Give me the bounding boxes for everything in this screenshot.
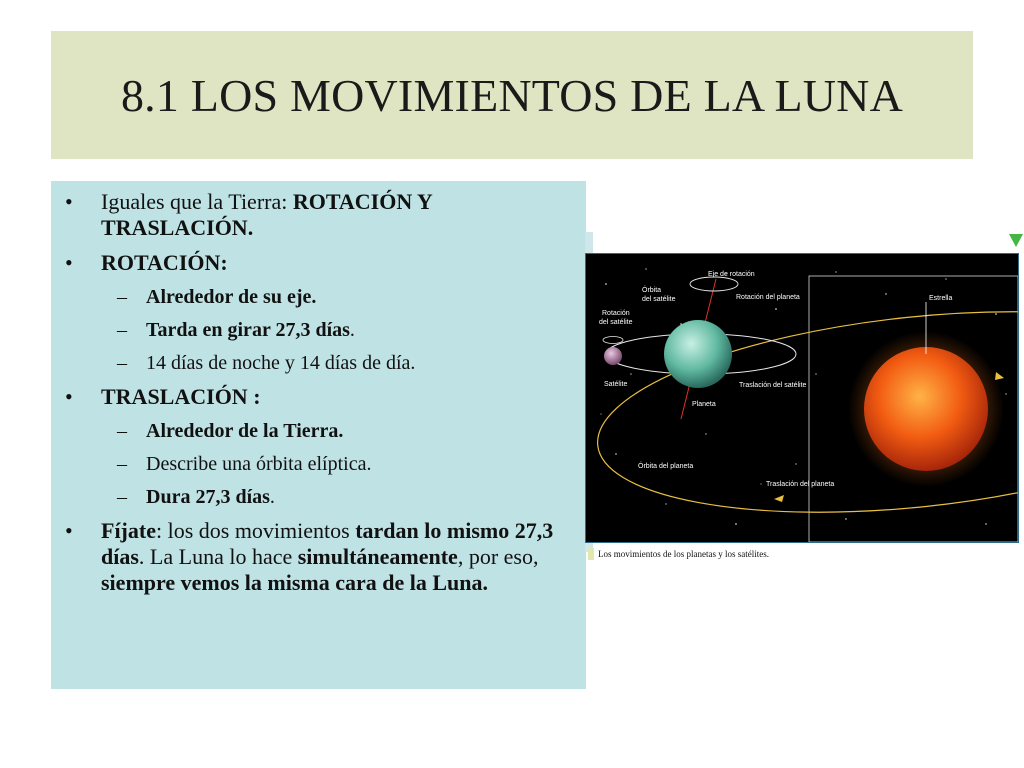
label-satelite: Satélite: [604, 381, 628, 388]
bullet-marker: •: [65, 250, 73, 275]
sub-item-text: Alrededor de la Tierra.: [146, 420, 344, 442]
sub-item-text: Describe una órbita elíptica.: [146, 453, 372, 475]
sub-item-eliptica: [59, 452, 568, 476]
fijate-bold: Fíjate: [101, 518, 156, 543]
label-rotacion-satelite: Rotación: [602, 310, 630, 317]
dash-marker: –: [117, 319, 127, 341]
orbit-arrow: [995, 372, 1004, 380]
sub-item-bold: Tarda en girar 27,3 días: [146, 319, 350, 341]
dash-marker: –: [117, 486, 127, 508]
sub-item-tierra: [59, 419, 568, 443]
label-orbita-satelite: Órbita: [642, 287, 662, 294]
dash-marker: –: [117, 420, 127, 442]
slide-title: 8.1 LOS MOVIMIENTOS DE LA LUNA: [120, 69, 904, 121]
caption-marker: [588, 548, 594, 560]
title-bar: [51, 31, 973, 159]
list-item-iguales: [59, 189, 568, 241]
sub-item-eje: [59, 285, 568, 309]
sub-item-dura: [59, 485, 568, 509]
label-orbita-planeta: Órbita del planeta: [638, 463, 694, 470]
bullet-marker: •: [65, 384, 73, 409]
item-bold: ROTACIÓN Y TRASLACIÓN.: [101, 189, 432, 240]
bullet-list: [59, 189, 568, 596]
sub-item-text: Alrededor de su eje.: [146, 286, 317, 308]
list-item-traslacion: [59, 384, 568, 410]
planet: [664, 320, 732, 388]
list-item-fijate: [59, 518, 568, 596]
triangle-down-icon: [1009, 234, 1023, 247]
traslacion-heading: TRASLACIÓN :: [101, 384, 261, 409]
fijate-text: : los dos movimientos: [155, 518, 356, 543]
sun: [864, 347, 988, 471]
dash-marker: –: [117, 352, 127, 374]
bullet-marker: •: [65, 189, 73, 214]
satellite: [604, 347, 622, 365]
item-text: Iguales que la Tierra:: [101, 189, 293, 214]
fijate-text: , por eso,: [457, 544, 539, 569]
label-planeta: Planeta: [692, 401, 716, 408]
fijate-bold: tardan lo mismo 27,3 días: [101, 518, 554, 569]
satellite-rotation-arrow: [603, 337, 623, 344]
sub-item-tarda: [59, 318, 568, 342]
orbit-arrow: [774, 495, 784, 502]
label-estrella: Estrella: [929, 295, 953, 302]
label-eje-rotacion: Eje de rotación: [708, 271, 755, 278]
sub-item-noche: [59, 351, 568, 375]
orbit-diagram: [585, 253, 1019, 543]
dash-marker: –: [117, 453, 127, 475]
fijate-text: . La Luna lo hace: [138, 544, 298, 569]
dash-marker: –: [117, 286, 127, 308]
content-box: [51, 181, 586, 689]
label-rotacion-planeta: Rotación del planeta: [736, 294, 800, 301]
sub-item-tail: .: [349, 319, 355, 341]
label-orbita-satelite: del satélite: [642, 296, 676, 303]
rotacion-heading: ROTACIÓN:: [101, 250, 228, 275]
list-item-rotacion: [59, 250, 568, 276]
sub-item-tail: .: [269, 486, 275, 508]
fijate-bold: simultáneamente: [297, 544, 458, 569]
sub-item-text: 14 días de noche y 14 días de día.: [146, 352, 416, 374]
label-traslacion-satelite: Traslación del satélite: [739, 382, 807, 389]
figure-caption: Los movimientos de los planetas y los satélites.: [598, 549, 769, 559]
sub-item-bold: Dura 27,3 días: [146, 486, 270, 508]
orbit-diagram-svg: [586, 254, 1018, 542]
label-rotacion-satelite: del satélite: [599, 319, 633, 326]
bullet-marker: •: [65, 518, 73, 543]
fijate-bold: siempre vemos la misma cara de la Luna.: [101, 570, 489, 595]
label-traslacion-planeta: Traslación del planeta: [766, 481, 835, 488]
